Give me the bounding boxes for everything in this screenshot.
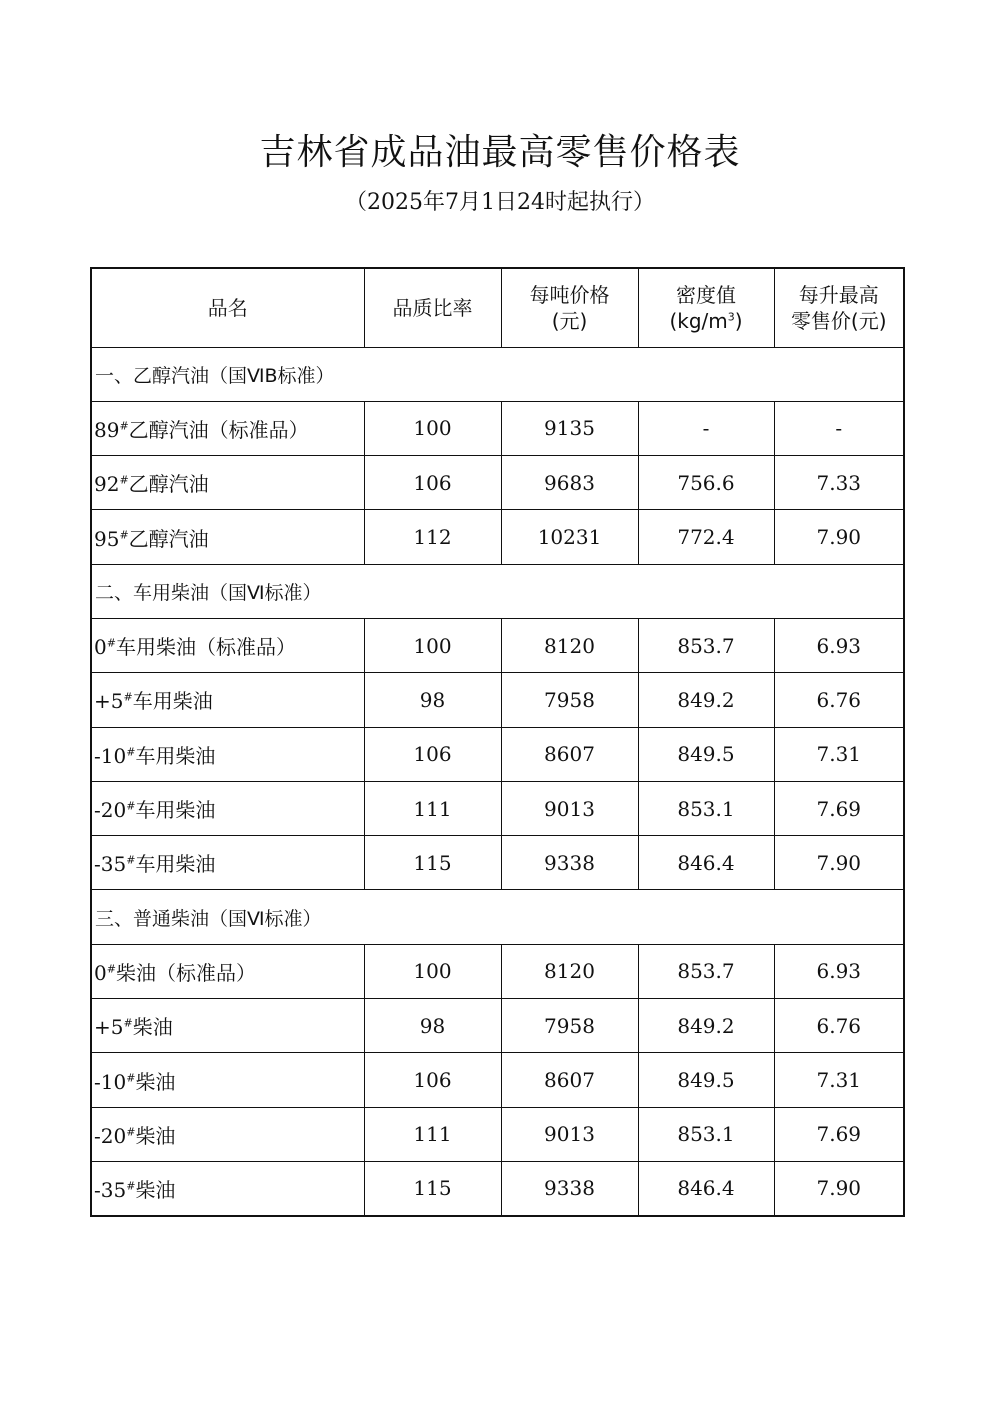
grade-mark: # xyxy=(119,527,129,541)
product-type: 车用柴油 xyxy=(135,743,216,768)
price-per-ton-cell: 9683 xyxy=(501,456,638,510)
price-per-ton-cell: 7958 xyxy=(501,999,638,1053)
grade-number: -20 xyxy=(94,798,127,823)
price-per-liter-cell: 7.69 xyxy=(774,1107,904,1161)
product-name xyxy=(91,510,364,564)
header-density-unit-base: (kg/m xyxy=(669,308,728,333)
grade-number: -20 xyxy=(94,1123,127,1148)
product-type: 柴油 xyxy=(135,1177,176,1202)
price-per-ton-cell: 10231 xyxy=(501,510,638,564)
table-row xyxy=(91,999,904,1053)
price-per-liter-cell: 7.90 xyxy=(774,836,904,890)
product-type: 乙醇汽油（标准品） xyxy=(128,417,309,442)
header-quality-ratio-label: 品质比率 xyxy=(392,295,473,320)
grade-mark: # xyxy=(106,962,116,976)
table-row xyxy=(91,456,904,510)
quality-ratio-cell: 106 xyxy=(364,456,501,510)
table-row xyxy=(91,1161,904,1215)
grade-mark: # xyxy=(126,745,136,759)
price-per-ton-cell: 9338 xyxy=(501,1161,638,1215)
grade-number: -10 xyxy=(94,743,127,768)
density-cell: 772.4 xyxy=(638,510,774,564)
header-density-unit-close: ) xyxy=(734,308,743,333)
section-row xyxy=(91,347,904,401)
section-row xyxy=(91,890,904,944)
price-per-liter-cell: 6.93 xyxy=(774,944,904,998)
table-row xyxy=(91,510,904,564)
price-per-liter-cell: 6.93 xyxy=(774,618,904,672)
product-name xyxy=(91,836,364,890)
price-per-ton-cell: 8607 xyxy=(501,727,638,781)
product-type: 柴油 xyxy=(135,1069,176,1094)
grade-mark: # xyxy=(106,636,116,650)
product-name xyxy=(91,727,364,781)
product-name xyxy=(91,1107,364,1161)
quality-ratio-cell: 98 xyxy=(364,673,501,727)
grade-mark: # xyxy=(126,853,136,867)
price-per-ton-cell: 9013 xyxy=(501,1107,638,1161)
price-per-liter-cell: 7.69 xyxy=(774,781,904,835)
page-subtitle: （2025年7月1日24时起执行） xyxy=(345,190,655,215)
grade-mark: # xyxy=(126,1179,136,1193)
quality-ratio-cell: 115 xyxy=(364,836,501,890)
price-per-ton-cell: 7958 xyxy=(501,673,638,727)
price-per-liter-cell: 6.76 xyxy=(774,673,904,727)
grade-number: -10 xyxy=(94,1069,127,1094)
grade-number: 92 xyxy=(94,472,120,497)
product-name xyxy=(91,999,364,1053)
product-type: 车用柴油 xyxy=(132,689,213,714)
header-price-per-liter-line1: 每升最高 xyxy=(798,282,879,307)
quality-ratio-cell: 100 xyxy=(364,401,501,455)
header-density xyxy=(638,268,774,347)
density-cell: 756.6 xyxy=(638,456,774,510)
density-cell: 853.7 xyxy=(638,618,774,672)
quality-ratio-cell: 100 xyxy=(364,618,501,672)
header-name-label: 品名 xyxy=(207,295,248,320)
header-row xyxy=(91,268,904,347)
grade-number: 0 xyxy=(94,960,107,985)
price-per-ton-cell: 8120 xyxy=(501,618,638,672)
price-per-liter-cell: 7.90 xyxy=(774,1161,904,1215)
table-row xyxy=(91,781,904,835)
product-type: 乙醇汽油 xyxy=(128,472,209,497)
header-price-per-liter-line2: 零售价(元) xyxy=(790,308,887,333)
density-cell: 846.4 xyxy=(638,1161,774,1215)
header-density-unit-exp: 3 xyxy=(727,310,735,324)
product-name xyxy=(91,618,364,672)
price-per-liter-cell: 7.90 xyxy=(774,510,904,564)
table-row xyxy=(91,1107,904,1161)
header-density-line1: 密度值 xyxy=(676,282,736,307)
price-per-ton-cell: 9338 xyxy=(501,836,638,890)
grade-number: +5 xyxy=(94,689,124,714)
grade-mark: # xyxy=(126,799,136,813)
price-per-liter-cell: 7.31 xyxy=(774,727,904,781)
price-per-ton-cell: 8120 xyxy=(501,944,638,998)
density-cell: 853.1 xyxy=(638,781,774,835)
quality-ratio-cell: 111 xyxy=(364,1107,501,1161)
price-table xyxy=(90,267,905,1217)
density-cell: 849.2 xyxy=(638,673,774,727)
quality-ratio-cell: 115 xyxy=(364,1161,501,1215)
price-per-ton-cell: 9135 xyxy=(501,401,638,455)
grade-mark: # xyxy=(119,419,129,433)
grade-number: 95 xyxy=(94,526,120,551)
density-cell: 846.4 xyxy=(638,836,774,890)
quality-ratio-cell: 111 xyxy=(364,781,501,835)
density-cell: 849.5 xyxy=(638,727,774,781)
quality-ratio-cell: 100 xyxy=(364,944,501,998)
table-header xyxy=(91,268,904,347)
grade-number: 89 xyxy=(94,417,120,442)
table-row xyxy=(91,836,904,890)
table-row xyxy=(91,673,904,727)
table-row xyxy=(91,401,904,455)
product-name xyxy=(91,401,364,455)
quality-ratio-cell: 106 xyxy=(364,727,501,781)
table-row xyxy=(91,618,904,672)
grade-number: 0 xyxy=(94,635,107,660)
price-per-liter-cell: 7.31 xyxy=(774,1053,904,1107)
density-cell: 849.2 xyxy=(638,999,774,1053)
density-cell: 853.1 xyxy=(638,1107,774,1161)
product-name xyxy=(91,944,364,998)
product-name xyxy=(91,1053,364,1107)
quality-ratio-cell: 106 xyxy=(364,1053,501,1107)
product-name xyxy=(91,1161,364,1215)
product-type: 柴油（标准品） xyxy=(115,960,256,985)
section-title: 二、车用柴油（国Ⅵ标准） xyxy=(91,564,904,618)
section-row xyxy=(91,564,904,618)
table-row xyxy=(91,1053,904,1107)
grade-number: +5 xyxy=(94,1015,124,1040)
product-type: 柴油 xyxy=(135,1123,176,1148)
grade-mark: # xyxy=(123,690,133,704)
grade-mark: # xyxy=(126,1125,136,1139)
header-quality-ratio xyxy=(364,268,501,347)
product-type: 车用柴油 xyxy=(135,852,216,877)
header-density-unit xyxy=(639,308,774,334)
header-price-per-ton xyxy=(501,268,638,347)
product-type: 柴油 xyxy=(132,1015,173,1040)
grade-mark: # xyxy=(126,1070,136,1084)
section-title: 三、普通柴油（国Ⅵ标准） xyxy=(91,890,904,944)
price-per-ton-cell: 8607 xyxy=(501,1053,638,1107)
product-type: 车用柴油 xyxy=(135,798,216,823)
product-name xyxy=(91,673,364,727)
price-per-liter-cell: 7.33 xyxy=(774,456,904,510)
product-type: 乙醇汽油 xyxy=(128,526,209,551)
grade-number: -35 xyxy=(94,1177,127,1202)
grade-number: -35 xyxy=(94,852,127,877)
grade-mark: # xyxy=(119,473,129,487)
price-per-ton-cell: 9013 xyxy=(501,781,638,835)
section-title: 一、乙醇汽油（国ⅥB标准） xyxy=(91,347,904,401)
product-name xyxy=(91,456,364,510)
table-row xyxy=(91,727,904,781)
density-cell: 853.7 xyxy=(638,944,774,998)
grade-mark: # xyxy=(123,1016,133,1030)
header-price-per-ton-line2: (元) xyxy=(551,308,588,333)
table-row xyxy=(91,944,904,998)
page-title: 吉林省成品油最高零售价格表 xyxy=(259,132,741,173)
quality-ratio-cell: 98 xyxy=(364,999,501,1053)
density-cell: 849.5 xyxy=(638,1053,774,1107)
product-name xyxy=(91,781,364,835)
product-type: 车用柴油（标准品） xyxy=(115,635,296,660)
header-price-per-liter xyxy=(774,268,904,347)
density-cell: - xyxy=(638,401,774,455)
quality-ratio-cell: 112 xyxy=(364,510,501,564)
price-per-liter-cell: 6.76 xyxy=(774,999,904,1053)
header-price-per-ton-line1: 每吨价格 xyxy=(529,282,610,307)
table-body xyxy=(91,347,904,1216)
price-per-liter-cell: - xyxy=(774,401,904,455)
header-name xyxy=(91,268,364,347)
